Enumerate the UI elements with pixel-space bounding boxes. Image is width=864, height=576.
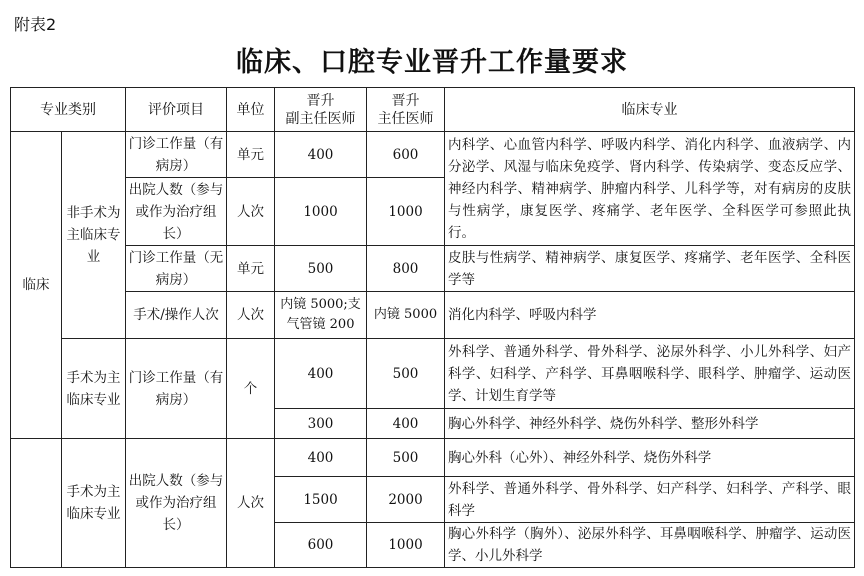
chief-value: 500 (367, 339, 445, 409)
subcategory-surgical: 手术为主临床专业 (62, 439, 126, 568)
subcategory-non-surgical: 非手术为主临床专业 (62, 132, 126, 339)
header-deputy-line2: 副主任医师 (285, 110, 356, 127)
subcategory-surgical: 手术为主临床专业 (62, 339, 126, 439)
header-specialty: 临床专业 (445, 88, 855, 132)
chief-value: 1000 (367, 523, 445, 568)
deputy-value: 400 (275, 339, 367, 409)
deputy-value: 1000 (275, 178, 367, 246)
header-deputy-line1: 晋升 (306, 92, 335, 109)
specialty-cell: 胸心外科学、神经外科学、烧伤外科学、整形外科学 (445, 409, 855, 439)
workload-table (10, 87, 855, 568)
unit-cell: 单元 (227, 246, 275, 292)
unit-cell: 单元 (227, 132, 275, 178)
specialty-cell: 胸心外科（心外）、神经外科学、烧伤外科学 (445, 439, 855, 477)
chief-value: 内镜 5000 (367, 292, 445, 339)
item-cell: 出院人数（参与或作为治疗组长） (126, 178, 227, 246)
item-cell: 手术/操作人次 (126, 292, 227, 339)
chief-value: 800 (367, 246, 445, 292)
table-row (11, 439, 855, 477)
unit-cell: 个 (227, 339, 275, 439)
item-cell: 门诊工作量（有病房） (126, 132, 227, 178)
deputy-value: 600 (275, 523, 367, 568)
deputy-value: 内镜 5000;支气管镜 200 (275, 292, 367, 339)
appendix-label: 附表2 (14, 15, 57, 34)
specialty-cell: 外科学、普通外科学、骨外科学、泌尿外科学、小儿外科学、妇产科学、妇科学、产科学、耳鼻咽喉科学、眼科学、肿瘤学、运动医学、计划生育学等 (445, 339, 855, 409)
deputy-value: 400 (275, 439, 367, 477)
specialty-cell: 皮肤与性病学、精神病学、康复医学、疼痛学、老年医学、全科医学等 (445, 246, 855, 292)
unit-cell: 人次 (227, 439, 275, 568)
header-unit: 单位 (227, 88, 275, 132)
unit-cell: 人次 (227, 178, 275, 246)
table-row (11, 292, 855, 339)
specialty-cell: 外科学、普通外科学、骨外科学、妇产科学、妇科学、产科学、眼科学 (445, 477, 855, 523)
chief-value: 2000 (367, 477, 445, 523)
header-row (11, 88, 855, 132)
unit-cell: 人次 (227, 292, 275, 339)
header-chief (367, 88, 445, 132)
deputy-value: 500 (275, 246, 367, 292)
deputy-value: 400 (275, 132, 367, 178)
category-clinical: 临床 (11, 132, 62, 439)
chief-value: 500 (367, 439, 445, 477)
chief-value: 600 (367, 132, 445, 178)
table-row (11, 339, 855, 409)
table-row (11, 132, 855, 178)
item-cell: 门诊工作量（无病房） (126, 246, 227, 292)
specialty-cell: 消化内科学、呼吸内科学 (445, 292, 855, 339)
category-blank (11, 439, 62, 568)
specialty-cell: 胸心外科学（胸外）、泌尿外科学、耳鼻咽喉科学、肿瘤学、运动医学、小儿外科学 (445, 523, 855, 568)
table-row (11, 246, 855, 292)
header-item: 评价项目 (126, 88, 227, 132)
chief-value: 400 (367, 409, 445, 439)
header-chief-line1: 晋升 (391, 92, 420, 109)
header-chief-line2: 主任医师 (377, 110, 434, 127)
deputy-value: 1500 (275, 477, 367, 523)
header-category: 专业类别 (11, 88, 126, 132)
deputy-value: 300 (275, 409, 367, 439)
item-cell: 门诊工作量（有病房） (126, 339, 227, 439)
header-deputy (275, 88, 367, 132)
page-title: 临床、口腔专业晋升工作量要求 (236, 47, 628, 78)
chief-value: 1000 (367, 178, 445, 246)
specialty-cell: 内科学、心血管内科学、呼吸内科学、消化内科学、血液病学、内分泌学、风湿与临床免疫学、肾内科学、传染病学、变态反应学、神经内科学、精神病学、肿瘤内科学、儿科学等，对有病房的皮肤与性病学，康复医学、疼痛学、老年医学、全科医学可参照此执行。 (445, 132, 855, 246)
item-cell: 出院人数（参与或作为治疗组长） (126, 439, 227, 568)
